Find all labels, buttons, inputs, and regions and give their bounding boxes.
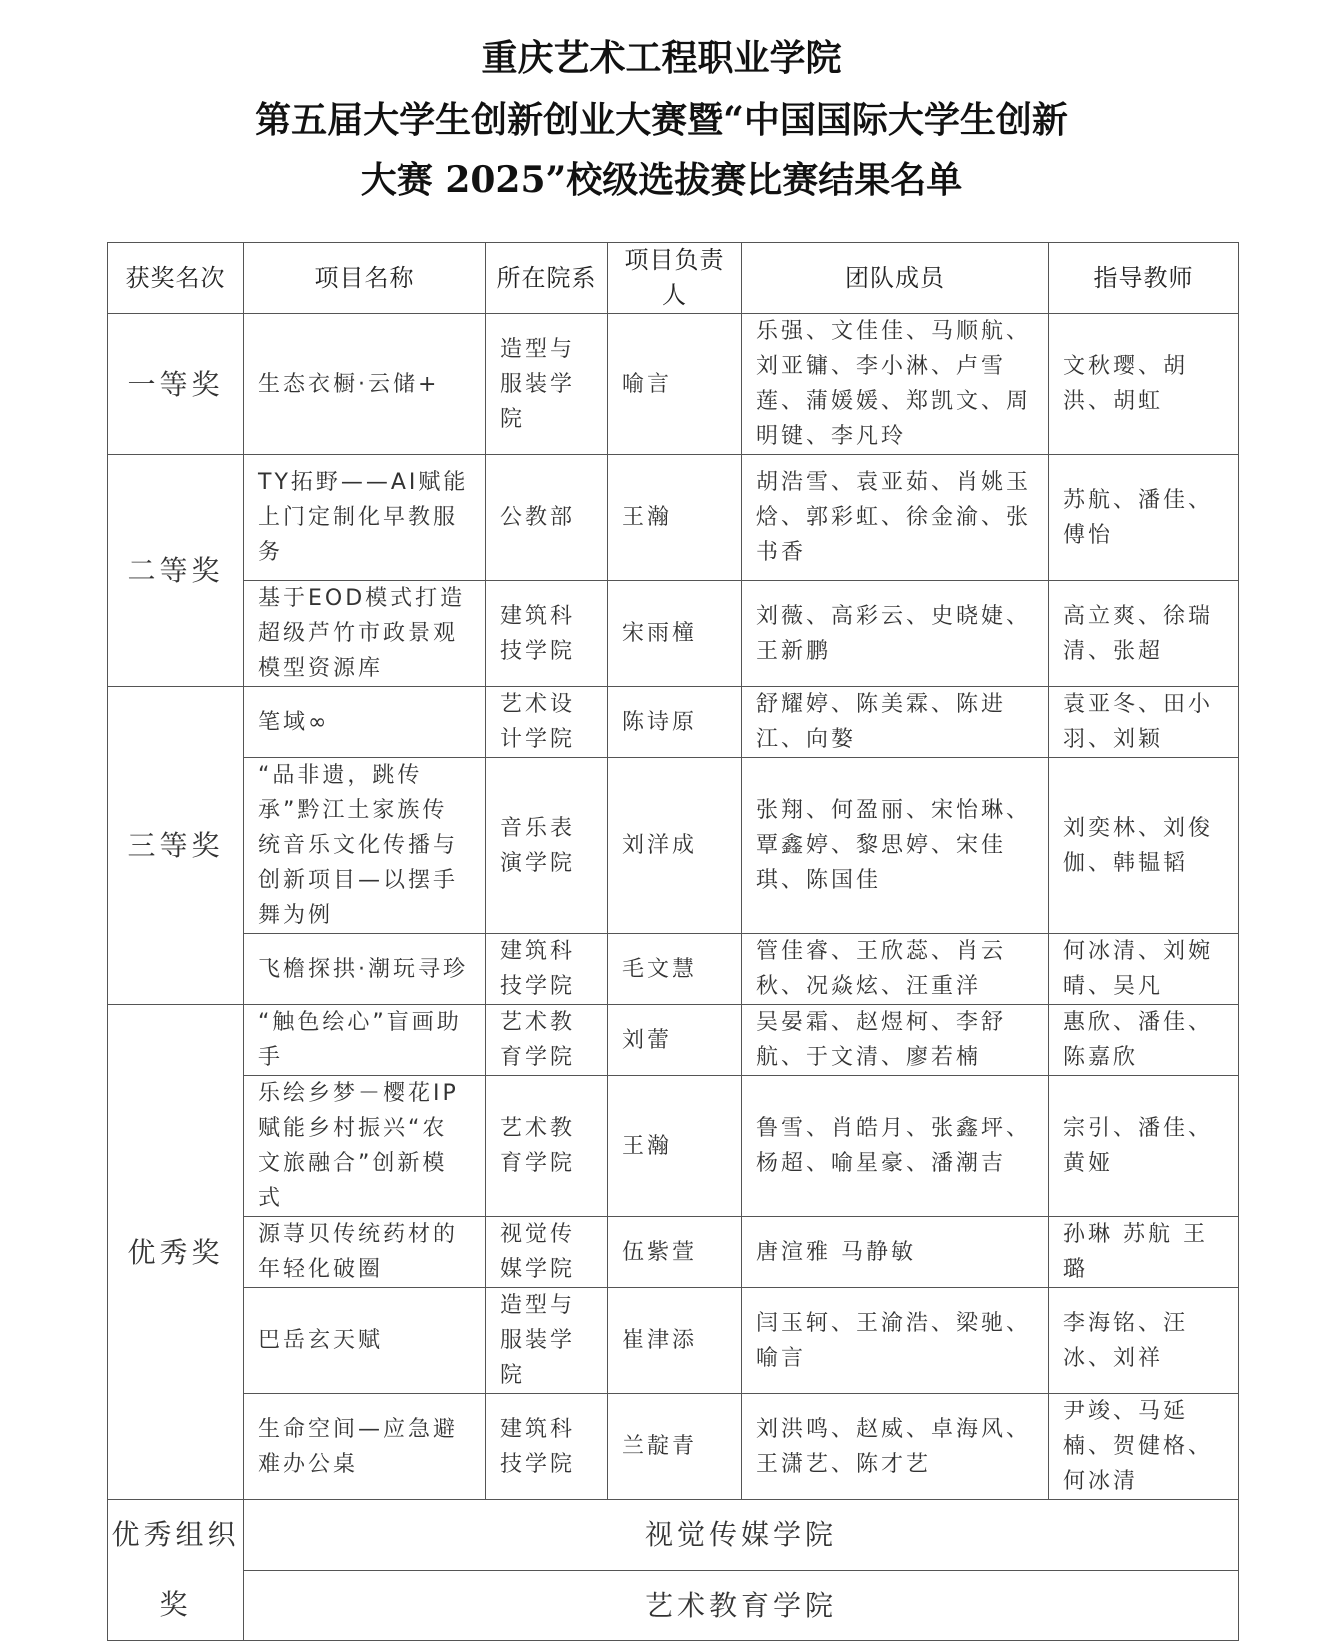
project-name: 巴岳玄天赋 [244, 1288, 486, 1394]
document-title-line-2: 第五届大学生创新创业大赛暨“中国国际大学生创新 [255, 99, 1068, 141]
college: 造型与服装学院 [486, 314, 608, 455]
leader: 陈诗原 [608, 687, 742, 758]
advisors: 高立爽、徐瑞清、张超 [1049, 581, 1239, 687]
members: 吴晏霜、赵煜柯、李舒航、于文清、廖若楠 [742, 1005, 1049, 1076]
table-row [108, 758, 1239, 934]
header-college: 所在院系 [486, 243, 608, 314]
results-table [107, 242, 1239, 1641]
college: 公教部 [486, 455, 608, 581]
leader: 刘洋成 [608, 758, 742, 934]
project-name: 笔域∞ [244, 687, 486, 758]
project-name: “触色绘心”盲画助手 [244, 1005, 486, 1076]
project-name: 源荨贝传统药材的年轻化破圈 [244, 1217, 486, 1288]
members: 鲁雪、肖皓月、张鑫坪、杨超、喻星豪、潘潮吉 [742, 1076, 1049, 1217]
table-header-row [108, 243, 1239, 314]
college: 建筑科技学院 [486, 934, 608, 1005]
members: 乐强、文佳佳、马顺航、刘亚镛、李小淋、卢雪莲、蒲媛媛、郑凯文、周明键、李凡玲 [742, 314, 1049, 455]
advisors: 孙琳 苏航 王璐 [1049, 1217, 1239, 1288]
header-leader: 项目负责人 [608, 243, 742, 314]
college: 艺术设计学院 [486, 687, 608, 758]
header-members: 团队成员 [742, 243, 1049, 314]
leader: 王瀚 [608, 1076, 742, 1217]
leader: 喻言 [608, 314, 742, 455]
leader: 伍紫萱 [608, 1217, 742, 1288]
table-row [108, 1076, 1239, 1217]
members: 唐渲雅 马静敏 [742, 1217, 1049, 1288]
document-title-line-3: 大赛 2025”校级选拔赛比赛结果名单 [360, 159, 963, 201]
leader: 毛文慧 [608, 934, 742, 1005]
college: 视觉传媒学院 [486, 1217, 608, 1288]
header-advisors: 指导教师 [1049, 243, 1239, 314]
advisors: 惠欣、潘佳、陈嘉欣 [1049, 1005, 1239, 1076]
org-award-winner: 艺术教育学院 [244, 1570, 1239, 1641]
college: 艺术教育学院 [486, 1005, 608, 1076]
project-name: 基于EOD模式打造超级芦竹市政景观模型资源库 [244, 581, 486, 687]
members: 张翔、何盈丽、宋怡琳、覃鑫婷、黎思婷、宋佳琪、陈国佳 [742, 758, 1049, 934]
award-third: 三等奖 [108, 687, 244, 1005]
table-row [108, 687, 1239, 758]
org-award-row [108, 1500, 1239, 1571]
advisors: 袁亚冬、田小羽、刘颖 [1049, 687, 1239, 758]
table-row [108, 1394, 1239, 1500]
college: 艺术教育学院 [486, 1076, 608, 1217]
leader: 崔津添 [608, 1288, 742, 1394]
award-excellent: 优秀奖 [108, 1005, 244, 1500]
org-award-winner: 视觉传媒学院 [244, 1500, 1239, 1571]
org-award-row [108, 1570, 1239, 1641]
award-organization: 优秀组织奖 [108, 1500, 244, 1641]
header-project: 项目名称 [244, 243, 486, 314]
table-row [108, 1288, 1239, 1394]
advisors: 尹竣、马延楠、贺健格、何冰清 [1049, 1394, 1239, 1500]
project-name: 乐绘乡梦－樱花IP赋能乡村振兴“农文旅融合”创新模式 [244, 1076, 486, 1217]
award-first: 一等奖 [108, 314, 244, 455]
leader: 王瀚 [608, 455, 742, 581]
advisors: 何冰清、刘婉晴、吴凡 [1049, 934, 1239, 1005]
advisors: 苏航、潘佳、傅怡 [1049, 455, 1239, 581]
table-row [108, 1005, 1239, 1076]
table-row [108, 581, 1239, 687]
header-rank: 获奖名次 [108, 243, 244, 314]
members: 刘洪鸣、赵威、卓海风、王潇艺、陈才艺 [742, 1394, 1049, 1500]
leader: 兰靛青 [608, 1394, 742, 1500]
advisors: 宗引、潘佳、黄娅 [1049, 1076, 1239, 1217]
members: 刘薇、高彩云、史晓婕、王新鹏 [742, 581, 1049, 687]
project-name: TY拓野——AI赋能上门定制化早教服务 [244, 455, 486, 581]
college: 建筑科技学院 [486, 1394, 608, 1500]
table-row [108, 314, 1239, 455]
award-second: 二等奖 [108, 455, 244, 687]
table-row [108, 455, 1239, 581]
leader: 刘蕾 [608, 1005, 742, 1076]
leader: 宋雨橦 [608, 581, 742, 687]
project-name: 飞檐探拱·潮玩寻珍 [244, 934, 486, 1005]
members: 胡浩雪、袁亚茹、肖姚玉焓、郭彩虹、徐金渝、张书香 [742, 455, 1049, 581]
members: 管佳睿、王欣蕊、肖云秋、况焱炫、汪重洋 [742, 934, 1049, 1005]
advisors: 刘奕林、刘俊伽、韩韫韬 [1049, 758, 1239, 934]
members: 舒耀婷、陈美霖、陈进江、向嫯 [742, 687, 1049, 758]
college: 建筑科技学院 [486, 581, 608, 687]
document-title-line-1: 重庆艺术工程职业学院 [481, 37, 842, 79]
table-row [108, 1217, 1239, 1288]
table-row [108, 934, 1239, 1005]
college: 音乐表演学院 [486, 758, 608, 934]
project-name: 生命空间—应急避难办公桌 [244, 1394, 486, 1500]
project-name: “品非遗，跳传承”黔江土家族传统音乐文化传播与创新项目—以摆手舞为例 [244, 758, 486, 934]
advisors: 李海铭、汪冰、刘祥 [1049, 1288, 1239, 1394]
project-name: 生态衣橱·云储+ [244, 314, 486, 455]
members: 闫玉轲、王渝浩、梁驰、喻言 [742, 1288, 1049, 1394]
advisors: 文秋璎、胡洪、胡虹 [1049, 314, 1239, 455]
college: 造型与服装学院 [486, 1288, 608, 1394]
